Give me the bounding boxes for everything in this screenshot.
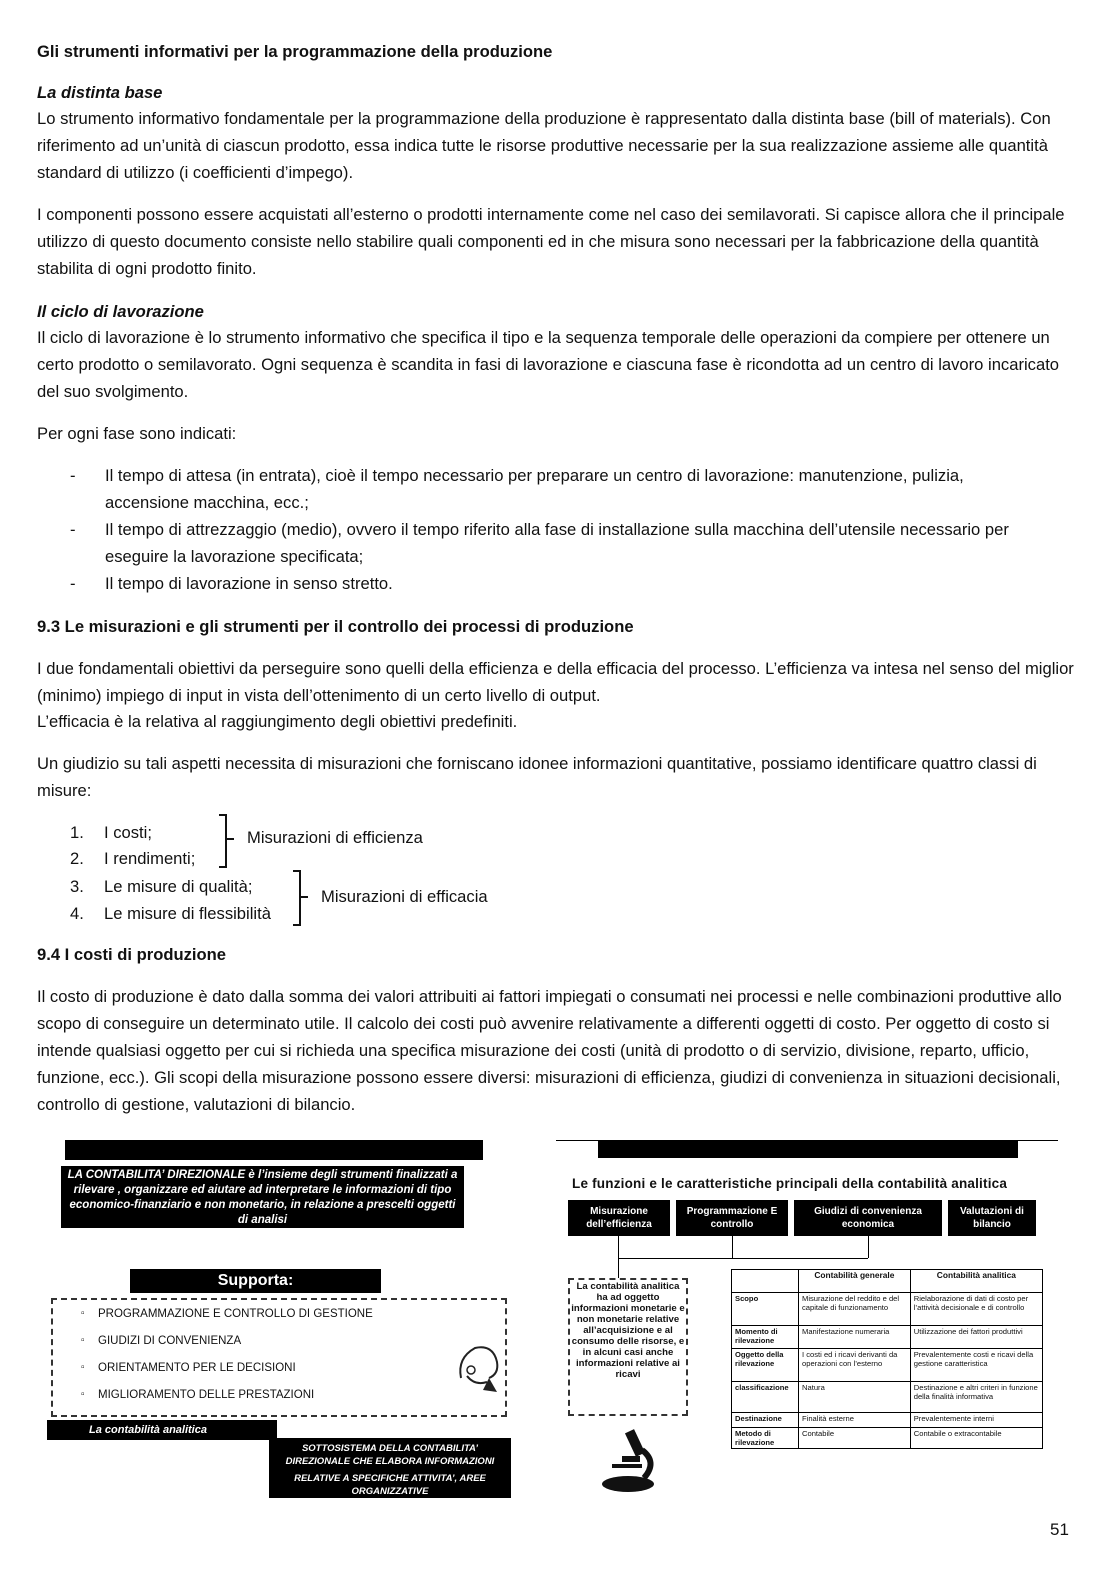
paragraph-9-4: Il costo di produzione è dato dalla somma dei valori attribuiti ai fattori impiegati o consumati nei processi e nelle combinazioni produttive allo scopo di conseguire un determinato utile. Il calcolo dei costi può avvenire relativamente a differenti oggetti di costo. Per oggetto di costo si intende qualsiasi oggetto per cui si richieda una specifica misurazione dei costi (unità di prodotto o di servizio, divisione, reparto, ufficio, funzione, ecc.). Gli scopi della misurazione possono essere diversi: misurazioni di efficienza, giudizi di convenienza in situazioni decisionali, controllo di gestione, valutazioni di bilancio. (37, 987, 1062, 1114)
paragraph-9-3-2: Un giudizio su tali aspetti necessita di misurazioni che forniscano idonee informazioni quantitative, possiamo identificare quattro classi di misure: (37, 754, 1037, 800)
sottosistema-line-1: SOTTOSISTEMA DELLA CONTABILITA’ DIREZIONALE CHE ELABORA INFORMAZIONI (285, 1443, 495, 1467)
dashed-note-box: La contabilità analitica ha ad oggetto informazioni monetarie e non monetarie relative all’acquisizione e al consumo delle risorse, e in alcuni casi anche informazioni relative ai ricavi (568, 1278, 688, 1416)
brace-tick (300, 896, 308, 898)
page-number: 51 (1050, 1520, 1069, 1539)
page-title: Gli strumenti informativi per la programmazione della produzione (37, 42, 553, 61)
list-item-text: GIUDIZI DI CONVENIENZA (98, 1335, 242, 1347)
list-item-text: ORIENTAMENTO PER LE DECISIONI (98, 1362, 296, 1374)
table-cell: Contabile (799, 1428, 911, 1449)
table-row-header: Oggetto della rilevazione (732, 1349, 799, 1382)
item-text: I costi; (104, 823, 152, 842)
table-row-header: Destinazione (732, 1413, 799, 1428)
table-cell: Manifestazione numeraria (799, 1326, 911, 1349)
connector-line (868, 1236, 869, 1258)
table-row-header: Scopo (732, 1293, 799, 1326)
item-number: 4. (70, 904, 84, 923)
paragraph-ciclo-2: Per ogni fase sono indicati: (37, 424, 237, 443)
list-item (81, 1335, 242, 1347)
figure-contabilita-direzionale (45, 1138, 515, 1500)
table-cell: Natura (799, 1382, 911, 1413)
table-cell: Prevalentemente interni (910, 1413, 1042, 1428)
check-icon: ▫ (81, 1335, 85, 1346)
list-item (81, 1308, 373, 1320)
table-cell: Rielaborazione di dati di costo per l’attività decisionale e di controllo (910, 1293, 1042, 1326)
figure-top-bar (598, 1140, 1018, 1158)
table-row (732, 1293, 1043, 1326)
table-cell: Destinazione e altri criteri in funzione della finalità informativa (910, 1382, 1042, 1413)
list-item (81, 1389, 315, 1401)
table-row-header: classificazione (732, 1382, 799, 1413)
connector-line (618, 1258, 619, 1278)
heading-ciclo-lavorazione: Il ciclo di lavorazione (37, 302, 204, 321)
function-box: Misurazione dell’efficienza (568, 1200, 670, 1236)
figure-contabilita-analitica (556, 1138, 1058, 1500)
item-text: Le misure di flessibilità (104, 904, 271, 923)
table-cell: I costi ed i ricavi derivanti da operazioni con l’esterno (799, 1349, 911, 1382)
connector-line (618, 1236, 619, 1258)
check-icon: ▫ (81, 1389, 85, 1400)
supporta-label: Supporta: (130, 1269, 381, 1293)
table-cell: Contabile o extracontabile (910, 1428, 1042, 1449)
table-cell: Utilizzazione dei fattori produttivi (910, 1326, 1042, 1349)
list-item (81, 1362, 296, 1374)
person-thinking-icon (453, 1338, 505, 1396)
label-misurazioni-efficacia: Misurazioni di efficacia (321, 887, 488, 906)
heading-section-9-3: 9.3 Le misurazioni e gli strumenti per il controllo dei processi di produzione (37, 617, 634, 636)
function-box: Programmazione E controllo (676, 1200, 788, 1236)
sottosistema-box (269, 1438, 511, 1498)
label-contabilita-analitica: La contabilità analitica (47, 1420, 277, 1440)
supporta-list (51, 1298, 507, 1417)
check-icon: ▫ (81, 1308, 85, 1319)
comparison-table (731, 1269, 1043, 1449)
table-cell: Prevalentemente costi e ricavi della gestione caratteristica (910, 1349, 1042, 1382)
brace-tick (226, 838, 234, 840)
table-row-header: Metodo di rilevazione (732, 1428, 799, 1449)
figure-title: Le funzioni e le caratteristiche principali della contabilità analitica (572, 1176, 1008, 1191)
bullet-text: Il tempo di attrezzaggio (medio), ovvero il tempo riferito alla fase di installazione sulla macchina dell’utensile necessario per eseguire la lavorazione specificata; (105, 520, 1009, 566)
brace-efficienza (219, 814, 227, 868)
paragraph-9-3-1a: I due fondamentali obiettivi da perseguire sono quelli della efficienza e della efficacia del processo. L’efficienza va intesa nel senso del miglior (minimo) impiego di input in vista dell’ottenimento di un certo livello di output. (37, 659, 1074, 705)
figure-top-bar (65, 1140, 483, 1160)
connector-line (732, 1236, 733, 1258)
paragraph-ciclo-1: Il ciclo di lavorazione è lo strumento informativo che specifica il tipo e la sequenza temporale delle operazioni da compiere per ottenere un certo prodotto o semilavorato. Ogni sequenza è scandita in fasi di lavorazione e ciascuna fase è ricondotta ad un centro di lavoro incaricato del suo svolgimento. (37, 328, 1060, 401)
paragraph-9-3-1b: L’efficacia è la relativa al raggiungimento degli obiettivi predefiniti. (37, 712, 518, 731)
table-row (732, 1326, 1043, 1349)
paragraph-distinta-2: I componenti possono essere acquistati all’esterno o prodotti internamente come nel caso dei semilavorati. Si capisce allora che il principale utilizzo di questo documento consiste nello stabilire quali componenti ed in che misura sono necessari per la fabbricazione della quantità stabilita di ogni prodotto finito. (37, 205, 1065, 278)
check-icon: ▫ (81, 1362, 85, 1373)
function-box: Giudizi di convenienza economica (794, 1200, 942, 1236)
paragraph-distinta-1: Lo strumento informativo fondamentale per la programmazione della produzione è rappresentato dalla distinta base (bill of materials). Con riferimento ad un’unità di ciascun prodotto, essa indica tutte le risorse produttive necessarie per la sua realizzazione assieme alle quantità standard di utilizzo (i coefficienti d’impego). (37, 109, 1051, 182)
table-header-cell (732, 1270, 799, 1293)
brace-efficacia (293, 870, 301, 926)
item-text: I rendimenti; (104, 849, 196, 868)
table-header-cell: Contabilità generale (799, 1270, 911, 1293)
table-header-cell: Contabilità analitica (910, 1270, 1042, 1293)
table-row (732, 1413, 1043, 1428)
connector-line (618, 1258, 868, 1259)
bullet-text: Il tempo di lavorazione in senso stretto. (105, 574, 393, 593)
heading-section-9-4: 9.4 I costi di produzione (37, 945, 227, 964)
table-row-header: Momento di rilevazione (732, 1326, 799, 1349)
item-number: 3. (70, 877, 84, 896)
table-row (732, 1349, 1043, 1382)
item-number: 2. (70, 849, 84, 868)
table-header-row (732, 1270, 1043, 1293)
dash-marker: - (70, 466, 76, 485)
table-row (732, 1382, 1043, 1413)
bullet-text: Il tempo di attesa (in entrata), cioè il tempo necessario per preparare un centro di lavorazione: manutenzione, pulizia, accensione macchina, ecc.; (105, 466, 964, 512)
dash-marker: - (70, 574, 76, 593)
list-item-text: MIGLIORAMENTO DELLE PRESTAZIONI (98, 1389, 315, 1401)
item-text: Le misure di qualità; (104, 877, 253, 896)
sottosistema-line-2: RELATIVE A SPECIFICHE ATTIVITA’, AREE ORGANIZZATIVE (294, 1473, 486, 1497)
definition-box: LA CONTABILITA’ DIREZIONALE è l’insieme degli strumenti finalizzati a rilevare , organizzare ed aiutare ad interpretare le informazioni di tipo economico-finanziario e non monetario, in relazione a prescelti oggetti di analisi (61, 1166, 464, 1228)
microscope-icon (598, 1428, 668, 1494)
label-misurazioni-efficienza: Misurazioni di efficienza (247, 828, 423, 847)
item-number: 1. (70, 823, 84, 842)
function-box: Valutazioni di bilancio (948, 1200, 1036, 1236)
dash-marker: - (70, 520, 76, 539)
table-cell: Finalità esterne (799, 1413, 911, 1428)
heading-distinta-base: La distinta base (37, 83, 163, 102)
table-cell: Misurazione del reddito e del capitale di funzionamento (799, 1293, 911, 1326)
list-item-text: PROGRAMMAZIONE E CONTROLLO DI GESTIONE (98, 1308, 373, 1320)
table-row (732, 1428, 1043, 1449)
